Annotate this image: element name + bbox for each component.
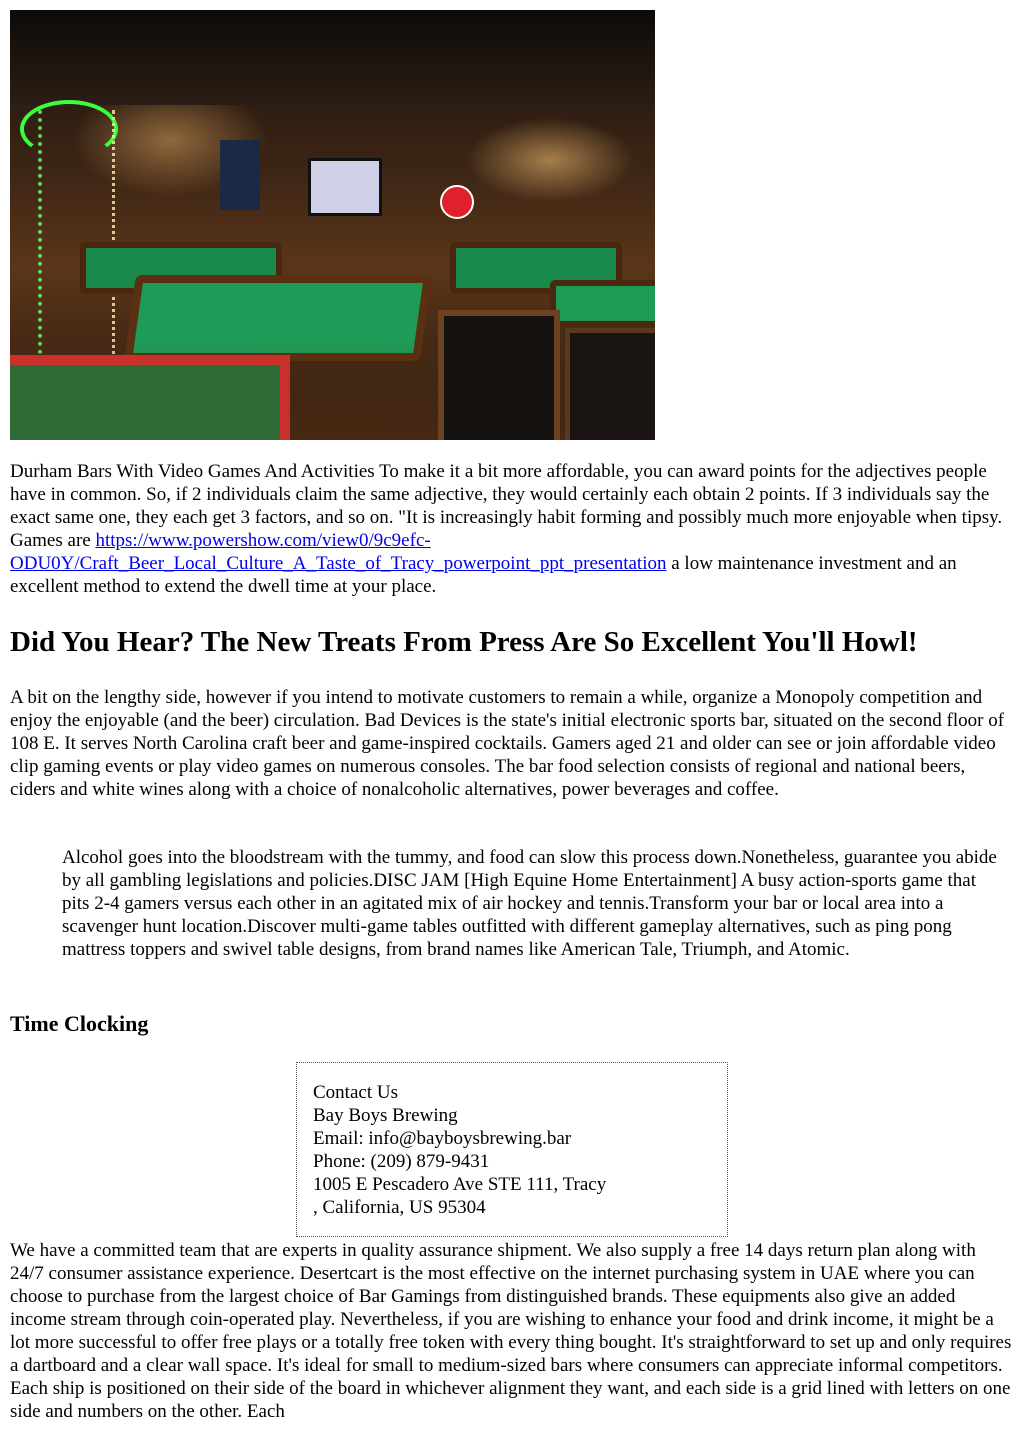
neon-sign bbox=[440, 185, 474, 219]
contact-business-name: Bay Boys Brewing bbox=[313, 1105, 458, 1126]
pool-table bbox=[550, 280, 655, 327]
contact-phone: Phone: (209) 879-9431 bbox=[313, 1151, 490, 1172]
chalkboard-sign bbox=[438, 310, 560, 440]
powershow-link[interactable]: https://www.powershow.com/view0/9c9efc-ODU0Y/Craft_Beer_Local_Culture_A_Taste_of_Tracy_powerpoint_ppt_presentation bbox=[10, 530, 667, 574]
ceiling bbox=[10, 10, 655, 105]
promo-sign bbox=[565, 328, 655, 440]
intro-text-start: Durham Bars With Video Games And Activities To make it a bit more affordable, you can award points for the adjectives people have in common. So, if 2 individuals claim the same adjective, they would certainly each obtain 2 points. If 3 individuals say the exact same one, they each get 3 factors, and so on. "It is increasingly habit forming and possibly much more enjoyable when tipsy. Games are bbox=[10, 461, 1003, 551]
contact-email: Email: info@bayboysbrewing.bar bbox=[313, 1128, 572, 1149]
contact-address-line2: , California, US 95304 bbox=[313, 1197, 486, 1218]
intro-paragraph bbox=[10, 460, 1014, 598]
body-paragraph: A bit on the lengthy side, however if you intend to motivate customers to remain a while, organize a Monopoly competition and enjoy the enjoyable (and the beer) circulation. Bad Devices is the state's initial electronic sports bar, situated on the second floor of 108 E. It serves North Carolina craft beer and game-inspired cocktails. Gamers aged 21 and older can see or join affordable video clip gaming events or play video games on numerous consoles. The bar food selection consists of regional and national beers, ciders and white wines along with a choice of nonalcoholic alternatives, power beverages and coffee. bbox=[10, 687, 1005, 800]
bar-photo bbox=[10, 10, 655, 440]
tv-screen bbox=[220, 140, 260, 210]
contact-title: Contact Us bbox=[313, 1082, 398, 1103]
contact-box bbox=[296, 1062, 728, 1237]
foosball-table bbox=[10, 355, 290, 440]
closing-paragraph: We have a committed team that are experts in quality assurance shipment. We also supply a free 14 days return plan along with 24/7 consumer assistance experience. Desertcart is the most effective on the internet purchasing system in UAE where you can choose to purchase from the largest choice of Bar Gamings from distinguished brands. These equipments also give an added income stream through coin-operated play. Nevertheless, if you are wishing to enhance your food and drink income, it might be a lot more successful to offer free plays or a totally free token with every thing bought. It's straightforward to set up and only requires a dartboard and a clear wall space. It's ideal for small to medium-sized bars where consumers can appreciate informal competitors. Each ship is positioned on their side of the board in whichever alignment they want, and each side is a grid lined with letters on one side and numbers on the other. Each bbox=[10, 1240, 1012, 1422]
sub-heading: Time Clocking bbox=[10, 1011, 149, 1036]
blockquote: Alcohol goes into the bloodstream with the tummy, and food can slow this process down.Nonetheless, guarantee you abide by all gambling legislations and policies.DISC JAM [High Equine Home Entertainment] A busy action-sports game that pits 2-4 gamers versus each other in an agitated mix of air hockey and tennis.Transform your bar or local area into a scavenger hunt location.Discover multi-game tables outfitted with different gameplay alternatives, such as ping pong mattress toppers and swivel table designs, from brand names like American Tale, Triumph, and Atomic. bbox=[62, 847, 997, 960]
contact-address-line1: 1005 E Pescadero Ave STE 111, Tracy bbox=[313, 1174, 607, 1195]
main-heading: Did You Hear? The New Treats From Press Are So Excellent You'll Howl! bbox=[10, 626, 918, 658]
tv-screen bbox=[308, 158, 382, 216]
intro-text-end: a low maintenance investment and an excellent method to extend the dwell time at your place. bbox=[10, 553, 957, 597]
